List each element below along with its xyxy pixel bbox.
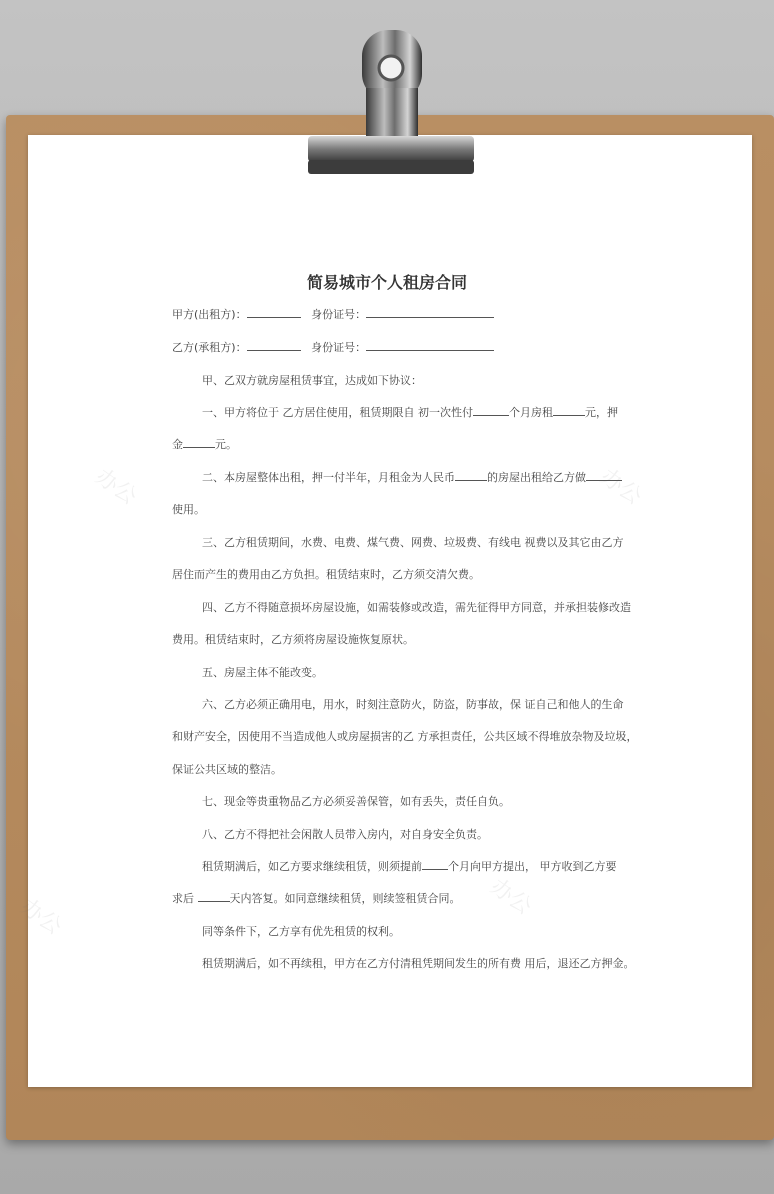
usage-blank: [586, 470, 622, 481]
renewal-line-2: [172, 890, 612, 906]
clause-2-text: 二、本房屋整体出租，押一付半年，月租金为人民币: [202, 471, 455, 484]
clause-1-text: 一、甲方将位于 乙方居住使用，租赁期限自 初一次性付: [202, 406, 473, 419]
clause-4-line-2: 费用。租赁结束时，乙方须将房屋设施恢复原状。: [172, 633, 414, 646]
renewal-text: 个月向甲方提出， 甲方收到乙方要: [448, 860, 617, 873]
clause-6-line-1: 六、乙方必须正确用电，用水，时刻注意防火，防盗，防事故，保 证自己和他人的生命: [202, 698, 624, 711]
renewal-line-1: [172, 858, 642, 874]
clause-2-text: 的房屋出租给乙方做: [487, 471, 586, 484]
clause-1-text: 金: [172, 438, 183, 451]
clause-8: 八、乙方不得把社会闲散人员带入房内，对自身安全负责。: [202, 828, 488, 841]
clause-6-line-3: 保证公共区域的整洁。: [172, 763, 282, 776]
reply-days-blank: [198, 891, 230, 902]
renewal-text: 求后: [172, 892, 194, 905]
party-a-id-blank: [366, 307, 494, 318]
contract-title: 简易城市个人租房合同: [306, 273, 467, 292]
party-b-name-blank: [247, 340, 301, 351]
clause-1-line-2: [172, 436, 612, 452]
clause-1-text: 个月房租: [509, 406, 553, 419]
party-a-name-blank: [247, 307, 301, 318]
clause-1-text: 元，押: [585, 406, 618, 419]
clause-6-line-2: 和财产安全，因使用不当造成他人或房屋损害的乙 方承担责任，公共区域不得堆放杂物及垃圾，: [172, 730, 638, 743]
binder-clip-icon: [300, 28, 480, 180]
party-b-id-blank: [366, 340, 494, 351]
rent-amount-blank: [553, 405, 585, 416]
clause-3-line-2: 居住而产生的费用由乙方负担。租赁结束时，乙方须交清欠费。: [172, 568, 480, 581]
clause-4-line-1: 四、乙方不得随意损坏房屋设施，如需装修或改造，需先征得甲方同意，并承担装修改造: [202, 601, 631, 614]
clause-7: 七、现金等贵重物品乙方必须妥善保管，如有丢失，责任自负。: [202, 795, 510, 808]
termination-clause: 租赁期满后，如不再续租，甲方在乙方付清租凭期间发生的所有费 用后，退还乙方押金。: [202, 957, 635, 970]
clause-1-line-1: [172, 404, 642, 420]
clause-1-text: 元。: [215, 438, 237, 451]
months-blank: [473, 405, 509, 416]
priority-clause: 同等条件下，乙方享有优先租赁的权利。: [202, 925, 400, 938]
notice-months-blank: [422, 859, 448, 870]
renewal-text: 天内答复。如同意继续租赁，则续签租赁合同。: [229, 892, 461, 905]
party-b-line: [172, 339, 612, 355]
party-a-label: 甲方(出租方)：: [172, 308, 247, 321]
party-b-id-label: 身份证号：: [311, 341, 367, 354]
intro-paragraph: 甲、乙双方就房屋租赁事宜，达成如下协议：: [202, 374, 422, 387]
party-a-line: [172, 306, 612, 322]
party-b-label: 乙方(承租方)：: [172, 341, 247, 354]
clause-2-line-2: 使用。: [172, 503, 205, 516]
clause-3-line-1: 三、乙方租赁期间，水费、电费、煤气费、网费、垃圾费、有线电 视费以及其它由乙方: [202, 536, 624, 549]
renewal-text: 租赁期满后，如乙方要求继续租赁，则须提前: [202, 860, 422, 873]
party-a-id-label: 身份证号：: [311, 308, 367, 321]
monthly-rent-blank: [455, 470, 487, 481]
clause-2-line-1: [172, 469, 642, 485]
deposit-blank: [183, 437, 215, 448]
clause-5: 五、房屋主体不能改变。: [202, 666, 323, 679]
